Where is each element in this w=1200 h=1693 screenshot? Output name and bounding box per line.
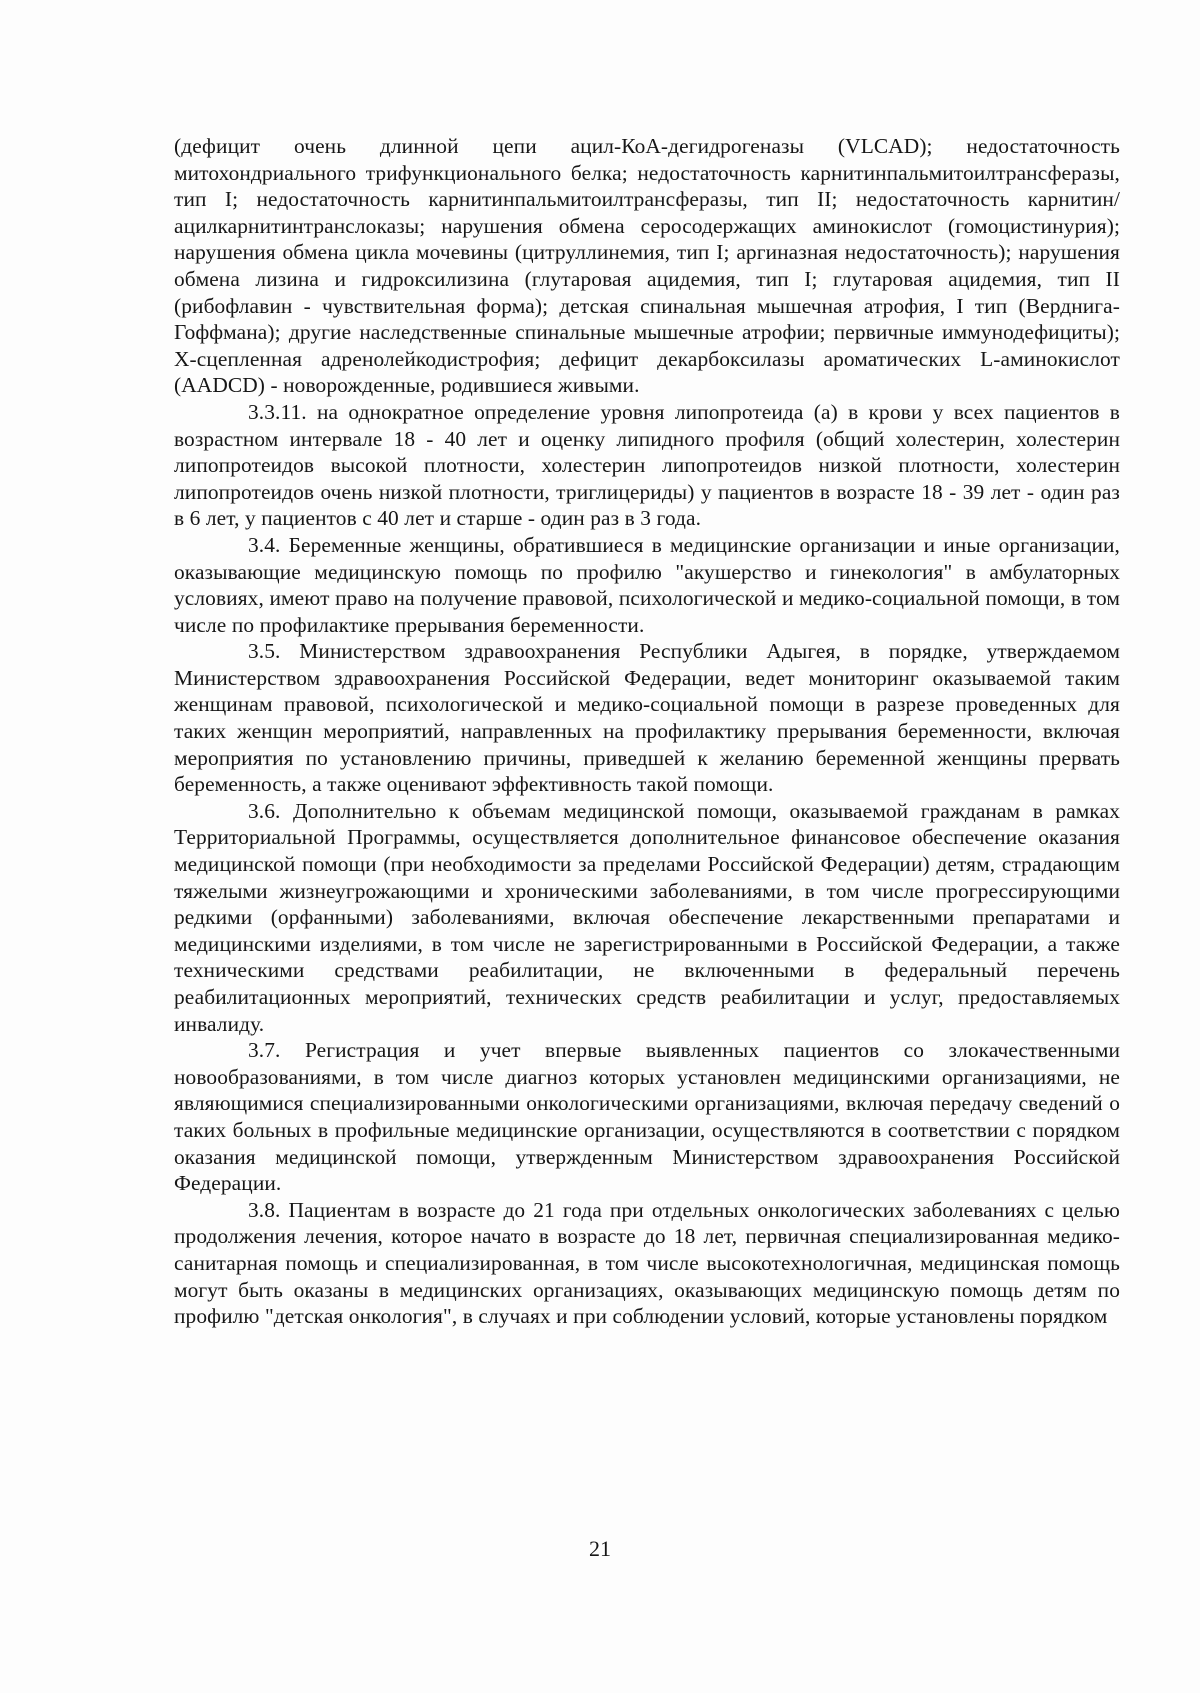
- page-number: 21: [589, 1536, 611, 1561]
- paragraph-3-6: 3.6. Дополнительно к объемам медицинской помощи, оказываемой гражданам в рамках Территориальной Программы, осуществляется дополнительное финансовое обеспечение оказания медицинской помощи (при необходимости за пределами Российской Федерации) детям, страдающим тяжелыми жизнеугрожающими и хроническими заболеваниями, в том числе прогрессирующими редкими (орфанными) заболеваниями, включая обеспечение лекарственными препаратами и медицинскими изделиями, в том числе не зарегистрированными в Российской Федерации, а также техническими средствами реабилитации, не включенными в федеральный перечень реабилитационных мероприятий, технических средств реабилитации и услуг, предоставляемых инвалиду.: [174, 798, 1120, 1036]
- paragraph-3-7: 3.7. Регистрация и учет впервые выявленных пациентов со злокачественными новообразованиями, в том числе диагноз которых установлен медицинскими организациями, не являющимися специализированными онкологическими организациями, включая передачу сведений о таких больных в профильные медицинские организации, осуществляются в соответствии с порядком оказания медицинской помощи, утвержденным Министерством здравоохранения Российской Федерации.: [174, 1038, 1120, 1196]
- paragraph-3-5: 3.5. Министерством здравоохранения Республики Адыгея, в порядке, утверждаемом Министерством здравоохранения Российской Федерации, ведет мониторинг оказываемой таким женщинам правовой, психологической и медико-социальной помощи в разрезе проведенных для таких женщин мероприятий, направленных на профилактику прерывания беременности, включая мероприятия по установлению причины, приведшей к желанию беременной женщины прервать беременность, а также оценивают эффективность такой помощи.: [174, 639, 1120, 797]
- paragraph-3-4: 3.4. Беременные женщины, обратившиеся в медицинские организации и иные организации, оказывающие медицинскую помощь по профилю "акушерство и гинекология" в амбулаторных условиях, имеют право на получение правовой, психологической и медико-социальной помощи, в том числе по профилактике прерывания беременности.: [174, 532, 1120, 637]
- paragraph-3-8: 3.8. Пациентам в возрасте до 21 года при отдельных онкологических заболеваниях с целью продолжения лечения, которое начато в возрасте до 18 лет, первичная специализированная медико-санитарная помощь и специализированная, в том числе высокотехнологичная, медицинская помощь могут быть оказаны в медицинских организациях, оказывающих медицинскую помощь детям по профилю "детская онкология", в случаях и при соблюдении условий, которые установлены порядком: [174, 1197, 1120, 1329]
- paragraph-continuation: (дефицит очень длинной цепи ацил-КоА-дегидрогеназы (VLCAD); недостаточность митохондриального трифункционального белка; недостаточность карнитинпальмитоилтрансферазы, тип I; недостаточность карнитинпальмитоилтрансферазы, тип II; недостаточность карнитин/ацилкарнитинтранслоказы; нарушения обмена серосодержащих аминокислот (гомоцистинурия); нарушения обмена цикла мочевины (цитруллинемия, тип I; аргиназная недостаточность); нарушения обмена лизина и гидроксилизина (глутаровая ацидемия, тип I; глутаровая ацидемия, тип II (рибофлавин - чувствительная форма); детская спинальная мышечная атрофия, I тип (Верднига-Гоффмана); другие наследственные спинальные мышечные атрофии; первичные иммунодефициты); Х-сцепленная адренолейкодистрофия; дефицит декарбоксилазы ароматических L-аминокислот (AADCD) - новорожденные, родившиеся живыми.: [174, 134, 1120, 398]
- paragraph-3-3-11: 3.3.11. на однократное определение уровня липопротеида (а) в крови у всех пациентов в возрастном интервале 18 - 40 лет и оценку липидного профиля (общий холестерин, холестерин липопротеидов высокой плотности, холестерин липопротеидов низкой плотности, холестерин липопротеидов очень низкой плотности, триглицериды) у пациентов в возрасте 18 - 39 лет - один раз в 6 лет, у пациентов с 40 лет и старше - один раз в 3 года.: [174, 399, 1120, 531]
- document-body: [174, 133, 1120, 1330]
